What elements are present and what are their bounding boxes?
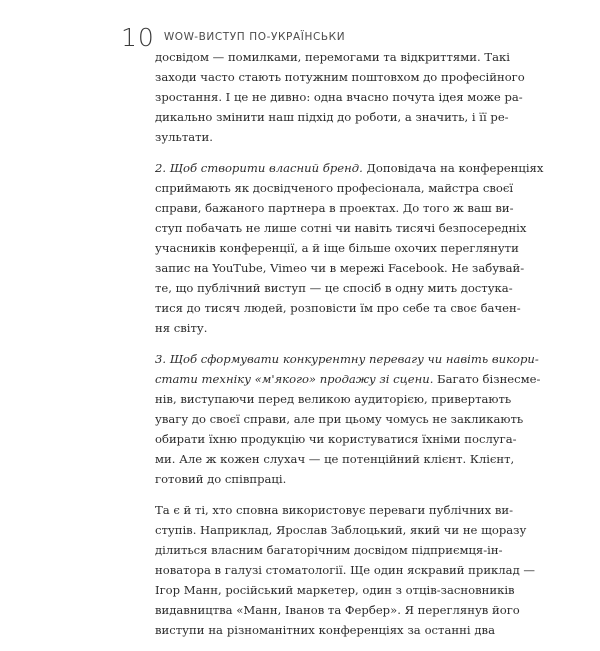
text-line (155, 47, 510, 67)
plain-text: заходи часто стають потужним поштовхом до професійного (155, 70, 525, 84)
text-line (155, 429, 517, 449)
text-line (155, 620, 495, 640)
plain-text: справи, бажаного партнера в проектах. До того ж ваш ви- (155, 201, 514, 215)
plain-text: новатора в галузі стоматології. Ще один яскравий приклад — (155, 563, 535, 577)
text-line (155, 67, 525, 87)
plain-text: сприймають як досвідченого професіонала, майстра своєї (155, 181, 514, 195)
plain-text: учасників конференції, а й іще більше охочих переглянути (155, 241, 519, 255)
text-line (155, 278, 513, 298)
paragraph (155, 47, 525, 147)
italic-text: стати техніку «м'якого» продажу зі сцени. (155, 372, 434, 386)
italic-text: 3. Щоб сформувати конкурентну перевагу чи навіть викори- (155, 352, 539, 366)
text-line (155, 349, 539, 369)
text-line (155, 258, 525, 278)
plain-text: ступ побачать не лише сотні чи навіть тисячі безпосередніх (155, 221, 527, 235)
plain-text: Та є й ті, хто сповна використовує переваги публічних ви- (155, 503, 514, 517)
text-line (155, 198, 514, 218)
plain-text: дикально змінити наш підхід до роботи, а значить, і її ре- (155, 110, 509, 124)
paragraph (155, 349, 541, 489)
plain-text: Багато бізнесме- (433, 372, 541, 386)
text-line (155, 389, 512, 409)
text-line (155, 409, 524, 429)
paragraph (155, 500, 535, 640)
paragraph (155, 158, 544, 338)
plain-text: Доповідача на конференціях (362, 161, 544, 175)
plain-text: Ігор Манн, російський маркетер, один з отців-засновників (155, 583, 515, 597)
text-line (155, 369, 541, 389)
text-line (155, 469, 495, 489)
plain-text: тися до тисяч людей, розповісти їм про себе та своє бачен- (155, 301, 521, 315)
plain-text: те, що публічний виступ — це спосіб в одну мить достука- (155, 281, 513, 295)
text-line (155, 600, 520, 620)
plain-text: ступів. Наприклад, Ярослав Заблоцький, який чи не щоразу (155, 523, 527, 537)
text-line (155, 87, 523, 107)
plain-text: виступи на різноманітних конференціях за останні два (155, 623, 495, 637)
text-line (155, 238, 519, 258)
text-line (155, 540, 503, 560)
text-line (155, 449, 515, 469)
plain-text: обирати їхню продукцію чи користуватися їхніми послуга- (155, 432, 517, 446)
text-line (155, 158, 544, 178)
plain-text: готовий до співпраці. (155, 472, 287, 486)
body-text (155, 47, 544, 651)
plain-text: увагу до своєї справи, але при цьому чомусь не закликають (155, 412, 524, 426)
plain-text: зультати. (155, 130, 213, 144)
plain-text: запис на YouTube, Vimeo чи в мережі Facebook. Не забувай- (155, 261, 525, 275)
text-line (155, 127, 495, 147)
italic-text: 2. Щоб створити власний бренд. (155, 161, 363, 175)
text-line (155, 298, 521, 318)
text-line (155, 218, 527, 238)
plain-text: нів, виступаючи перед великою аудиторією, привертають (155, 392, 512, 406)
plain-text: ня світу. (155, 321, 208, 335)
page-number: 10 (121, 22, 155, 52)
plain-text: ми. Але ж кожен слухач — це потенційний клієнт. Клієнт, (155, 452, 515, 466)
plain-text: видавництва «Манн, Іванов та Фербер». Я переглянув його (155, 603, 520, 617)
plain-text: зростання. І це не дивно: одна вчасно почута ідея може ра- (155, 90, 523, 104)
running-title: WOW-ВИСТУП ПО-УКРАЇНСЬКИ (163, 31, 346, 44)
text-line (155, 500, 514, 520)
text-line (155, 560, 535, 580)
text-line (155, 580, 515, 600)
plain-text: ділиться власним багаторічним досвідом підприємця-ін- (155, 543, 503, 557)
text-line (155, 318, 495, 338)
plain-text: досвідом — помилками, перемогами та відкриттями. Такі (155, 50, 510, 64)
text-line (155, 107, 509, 127)
text-line (155, 178, 514, 198)
text-line (155, 520, 527, 540)
